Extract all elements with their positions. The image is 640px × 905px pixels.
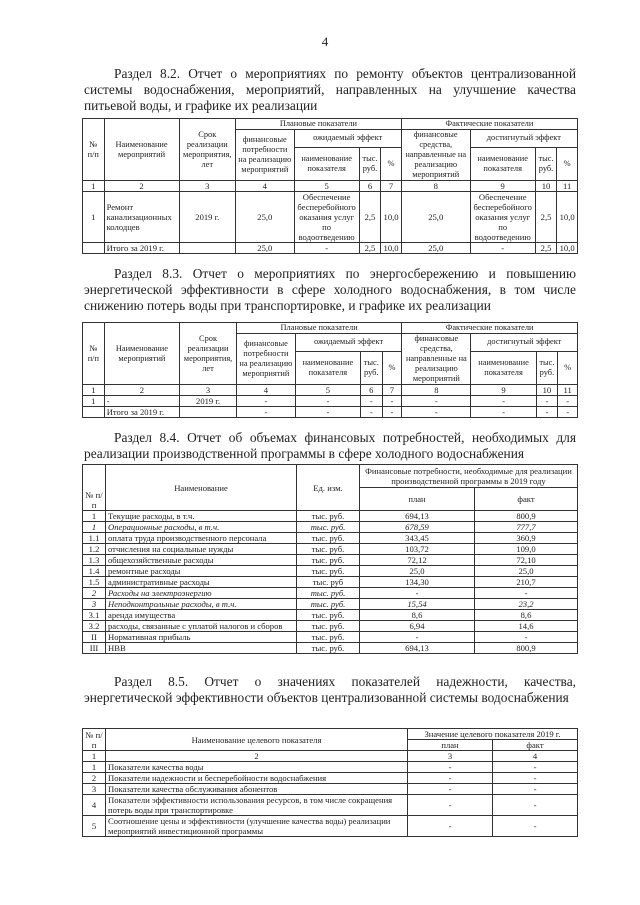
table-cell: -: [294, 243, 359, 254]
table-row: [83, 621, 578, 632]
section-8-2-heading: Раздел 8.2. Отчет о мероприятиях по ремонту объектов централизованной системы водоснабжения, мероприятий, направленных на улучшение качества питьевой воды, и графике их реализации: [84, 66, 576, 113]
header-fact: Фактические показатели: [402, 323, 578, 334]
table-cell: -: [471, 396, 536, 407]
table-cell: 3: [83, 599, 106, 610]
table-cell: %: [381, 147, 402, 180]
header-name: Наименование мероприятий: [104, 323, 179, 385]
table-cell: %: [382, 351, 402, 384]
table-cell: -: [360, 632, 475, 643]
table-cell: план: [360, 488, 475, 511]
table-cell: достигнутый эффект: [470, 130, 577, 148]
table-cell: тыс. руб.: [359, 147, 381, 180]
table-cell: Итого за 2019 г.: [104, 407, 179, 418]
page-number: 4: [321, 34, 329, 49]
table-cell: 800,9: [475, 511, 578, 522]
table-cell: факт: [475, 488, 578, 511]
table-cell: Текущие расходы, в т.ч.: [106, 511, 297, 522]
table-cell: Расходы на электроэнергию: [106, 588, 297, 599]
table-cell: административные расходы: [106, 577, 297, 588]
table-row: [83, 588, 578, 599]
table-cell: 11: [557, 181, 578, 192]
table-cell: -: [236, 396, 295, 407]
table-cell: финансовые потребности на реализацию мероприятий: [236, 130, 295, 181]
table-cell: [83, 407, 105, 418]
table-cell: финансовые средства, направленные на реализацию мероприятий: [402, 334, 471, 385]
table-row: [83, 533, 578, 544]
table-cell: 6,94: [360, 621, 475, 632]
table-cell: -: [475, 588, 578, 599]
table-cell: -: [493, 773, 578, 784]
table-cell: %: [558, 351, 578, 384]
table-row: [83, 795, 578, 816]
table-cell: 1.2: [83, 544, 106, 555]
table-cell: 2: [106, 751, 408, 762]
header-num: № п/п: [83, 119, 105, 181]
table-cell: -: [536, 407, 558, 418]
section-8-5-heading: Раздел 8.5. Отчет о значениях показателей надежности, качества, энергетической эффективности объектов централизованной системы водоснабжения: [84, 674, 576, 705]
table-cell: -: [360, 588, 475, 599]
table-cell: Ремонт канализационных колодцев: [104, 192, 179, 243]
table-row: [83, 643, 578, 654]
table-cell: НВВ: [106, 643, 297, 654]
table-row: [83, 544, 578, 555]
table-cell: 10,0: [557, 192, 578, 243]
table-cell: 103,72: [360, 544, 475, 555]
header-fact: Фактические показатели: [401, 119, 577, 130]
header-term: Срок реализации мероприятия, лет: [179, 119, 235, 181]
table-cell: [180, 407, 237, 418]
table-cell: наименование показателя: [294, 147, 359, 180]
header-name: Наименование мероприятий: [104, 119, 179, 181]
table-cell: 2019 г.: [180, 396, 237, 407]
table-cell: 11: [558, 385, 578, 396]
table-8-3: [82, 322, 578, 418]
table-cell: -: [402, 407, 471, 418]
table-cell: -: [493, 816, 578, 837]
table-cell: 3: [179, 181, 235, 192]
table-row: [83, 773, 578, 784]
table-cell: 5: [295, 385, 360, 396]
table-cell: -: [360, 396, 382, 407]
column-number-row: [83, 385, 578, 396]
table-cell: 1: [83, 511, 106, 522]
table-8-5: [82, 728, 578, 837]
table-cell: 800,9: [475, 643, 578, 654]
table-cell: [83, 243, 105, 254]
table-cell: Неподконтрольные расходы, в т.ч.: [106, 599, 297, 610]
table-cell: Нормативная прибыль: [106, 632, 297, 643]
table-cell: финансовые потребности на реализацию мероприятий: [236, 334, 295, 385]
table-cell: Показатели эффективности использования ресурсов, в том числе сокращения потерь воды при транспортировке: [106, 795, 408, 816]
table-cell: 3: [180, 385, 237, 396]
table-cell: 777,7: [475, 522, 578, 533]
table-cell: № п/п: [83, 729, 106, 751]
table-cell: -: [493, 795, 578, 816]
table-cell: [179, 243, 235, 254]
table-cell: тыс. руб.: [297, 533, 360, 544]
table-cell: 3.2: [83, 621, 106, 632]
table-cell: достигнутый эффект: [471, 334, 578, 352]
table-row: [83, 784, 578, 795]
table-cell: 10,0: [381, 192, 402, 243]
table-row: [83, 610, 578, 621]
total-row: [83, 243, 578, 254]
table-cell: -: [295, 407, 360, 418]
table-cell: 8: [402, 385, 471, 396]
table-cell: -: [493, 762, 578, 773]
table-row: [83, 192, 578, 243]
table-cell: 10,0: [557, 243, 578, 254]
column-number-row: [83, 181, 578, 192]
table-cell: 2,5: [359, 192, 381, 243]
table-cell: -: [402, 396, 471, 407]
table-cell: 1.3: [83, 555, 106, 566]
table-cell: 694,13: [360, 511, 475, 522]
table-cell: тыс. руб.: [536, 351, 558, 384]
table-cell: -: [470, 243, 535, 254]
table-cell: 9: [471, 385, 536, 396]
table-cell: 4: [83, 795, 106, 816]
table-row: [83, 762, 578, 773]
table-cell: наименование показателя: [471, 351, 536, 384]
header-plan: Плановые показатели: [236, 323, 401, 334]
table-cell: 134,30: [360, 577, 475, 588]
table-cell: 2: [104, 385, 179, 396]
table-cell: тыс. руб.: [297, 566, 360, 577]
table-cell: -: [408, 773, 493, 784]
table-cell: тыс. руб.: [535, 147, 557, 180]
table-cell: Операционные расходы, в т.ч.: [106, 522, 297, 533]
table-cell: 25,0: [360, 566, 475, 577]
table-8-2: [82, 118, 578, 254]
table-cell: тыс. руб.: [297, 643, 360, 654]
table-cell: Наименование целевого показателя: [106, 729, 408, 751]
table-row: [83, 816, 578, 837]
table-cell: 360,9: [475, 533, 578, 544]
table-cell: 25,0: [401, 243, 470, 254]
table-cell: -: [295, 396, 360, 407]
table-cell: наименование показателя: [470, 147, 535, 180]
table-cell: 5: [294, 181, 359, 192]
table-cell: 72,12: [360, 555, 475, 566]
table-cell: 3: [83, 784, 106, 795]
table-cell: Показатели качества воды: [106, 762, 408, 773]
table-cell: Показатели качества обслуживания абонентов: [106, 784, 408, 795]
table-cell: 8,6: [360, 610, 475, 621]
table-cell: Соотношение цены и эффективности (улучшение качества воды) реализации мероприятий инвестиционной программы: [106, 816, 408, 837]
table-cell: 2019 г.: [179, 192, 235, 243]
table-cell: Ед. изм.: [297, 465, 360, 511]
table-cell: -: [408, 795, 493, 816]
table-cell: 8: [401, 181, 470, 192]
header-term: Срок реализации мероприятия, лет: [180, 323, 237, 385]
table-row: [83, 566, 578, 577]
table-cell: тыс. руб.: [297, 599, 360, 610]
table-cell: 1.4: [83, 566, 106, 577]
table-cell: тыс. руб.: [297, 544, 360, 555]
table-cell: № п/п: [83, 465, 106, 511]
table-cell: 10,0: [381, 243, 402, 254]
table-cell: %: [557, 147, 578, 180]
table-cell: 6: [360, 385, 382, 396]
table-cell: Обеспечение бесперебойного оказания услуг по водоотведению: [294, 192, 359, 243]
table-cell: ожидаемый эффект: [295, 334, 401, 352]
table-row: [83, 555, 578, 566]
table-cell: 1: [83, 192, 105, 243]
table-row: [83, 396, 578, 407]
table-cell: оплата труда производственного персонала: [106, 533, 297, 544]
table-cell: наименование показателя: [295, 351, 360, 384]
table-cell: 2: [83, 588, 106, 599]
table-cell: -: [382, 396, 402, 407]
table-cell: тыс. руб.: [297, 511, 360, 522]
table-cell: 7: [382, 385, 402, 396]
header-plan: Плановые показатели: [236, 119, 402, 130]
table-cell: 6: [359, 181, 381, 192]
table-cell: 2: [83, 773, 106, 784]
table-cell: Финансовые потребности, необходимые для реализации производственной программы в 2019 году: [360, 465, 578, 488]
table-cell: 1: [83, 522, 106, 533]
table-cell: 1: [83, 181, 105, 192]
table-cell: финансовые средства, направленные на реализацию мероприятий: [401, 130, 470, 181]
table-row: [83, 599, 578, 610]
table-cell: 25,0: [475, 566, 578, 577]
total-row: [83, 407, 578, 418]
table-cell: 25,0: [401, 192, 470, 243]
table-cell: аренда имущества: [106, 610, 297, 621]
table-cell: 72,10: [475, 555, 578, 566]
table-cell: 2,5: [535, 243, 557, 254]
table-cell: Обеспечение бесперебойного оказания услуг по водоотведению: [470, 192, 535, 243]
table-cell: тыс. руб.: [297, 588, 360, 599]
table-cell: общехозяйственные расходы: [106, 555, 297, 566]
table-cell: 678,59: [360, 522, 475, 533]
table-cell: 23,2: [475, 599, 578, 610]
table-cell: 1.1: [83, 533, 106, 544]
table-row: [83, 632, 578, 643]
table-cell: -: [471, 407, 536, 418]
table-cell: 2: [104, 181, 179, 192]
header-num: № п/п: [83, 323, 105, 385]
table-cell: -: [408, 816, 493, 837]
table-cell: тыс. руб.: [297, 555, 360, 566]
table-row: [83, 511, 578, 522]
table-row: [83, 577, 578, 588]
table-cell: Итого за 2019 г.: [104, 243, 179, 254]
table-cell: Значение целевого показателя 2019 г.: [408, 729, 578, 740]
table-cell: 15,54: [360, 599, 475, 610]
header-row: [83, 119, 578, 130]
table-cell: -: [493, 784, 578, 795]
table-cell: 2,5: [535, 192, 557, 243]
table-cell: факт: [493, 740, 578, 751]
table-cell: тыс. руб: [297, 577, 360, 588]
table-cell: 1: [83, 762, 106, 773]
table-cell: -: [236, 407, 295, 418]
table-cell: -: [408, 762, 493, 773]
table-cell: 4: [236, 181, 295, 192]
table-cell: -: [475, 632, 578, 643]
table-cell: 4: [493, 751, 578, 762]
table-cell: 7: [381, 181, 402, 192]
table-cell: 1.5: [83, 577, 106, 588]
table-cell: ремонтные расходы: [106, 566, 297, 577]
table-cell: -: [382, 407, 402, 418]
table-cell: 10: [536, 385, 558, 396]
table-cell: -: [536, 396, 558, 407]
table-8-4: [82, 464, 578, 654]
table-cell: отчисления на социальные нужды: [106, 544, 297, 555]
table-cell: тыс. руб.: [297, 610, 360, 621]
table-cell: Наименование: [106, 465, 297, 511]
table-cell: 1: [83, 385, 105, 396]
table-cell: 4: [236, 385, 295, 396]
table-cell: 10: [535, 181, 557, 192]
section-8-4-heading: Раздел 8.4. Отчет об объемах финансовых потребностей, необходимых для реализации производственной программы в сфере холодного водоснабжения: [84, 430, 576, 461]
table-cell: 343,45: [360, 533, 475, 544]
table-cell: -: [360, 407, 382, 418]
table-cell: -: [558, 407, 578, 418]
table-cell: расходы, связанные с уплатой налогов и сборов: [106, 621, 297, 632]
table-cell: 8,6: [475, 610, 578, 621]
table-cell: тыс. руб.: [297, 522, 360, 533]
table-cell: III: [83, 643, 106, 654]
table-cell: 25,0: [236, 243, 295, 254]
table-cell: 109,0: [475, 544, 578, 555]
table-cell: 25,0: [236, 192, 295, 243]
table-cell: -: [104, 396, 179, 407]
table-cell: 1: [83, 396, 105, 407]
table-cell: 3.1: [83, 610, 106, 621]
section-8-3-heading: Раздел 8.3. Отчет о мероприятиях по энергосбережению и повышению энергетической эффективности в сфере холодного водоснабжения, в том числе снижению потерь воды при транспортировке, и графике их реализации: [84, 266, 576, 313]
table-cell: ожидаемый эффект: [294, 130, 401, 148]
table-cell: 9: [470, 181, 535, 192]
table-cell: II: [83, 632, 106, 643]
table-cell: тыс. руб.: [297, 632, 360, 643]
table-cell: Показатели надежности и бесперебойности водоснабжения: [106, 773, 408, 784]
table-cell: тыс. руб.: [360, 351, 382, 384]
table-cell: 5: [83, 816, 106, 837]
table-cell: 210,7: [475, 577, 578, 588]
table-cell: -: [558, 396, 578, 407]
table-cell: 694,13: [360, 643, 475, 654]
table-cell: тыс. руб.: [297, 621, 360, 632]
table-cell: 14,6: [475, 621, 578, 632]
table-cell: 2,5: [359, 243, 381, 254]
table-cell: 1: [83, 751, 106, 762]
table-row: [83, 522, 578, 533]
table-cell: -: [408, 784, 493, 795]
table-cell: план: [408, 740, 493, 751]
header-row: [83, 323, 578, 334]
table-cell: 3: [408, 751, 493, 762]
